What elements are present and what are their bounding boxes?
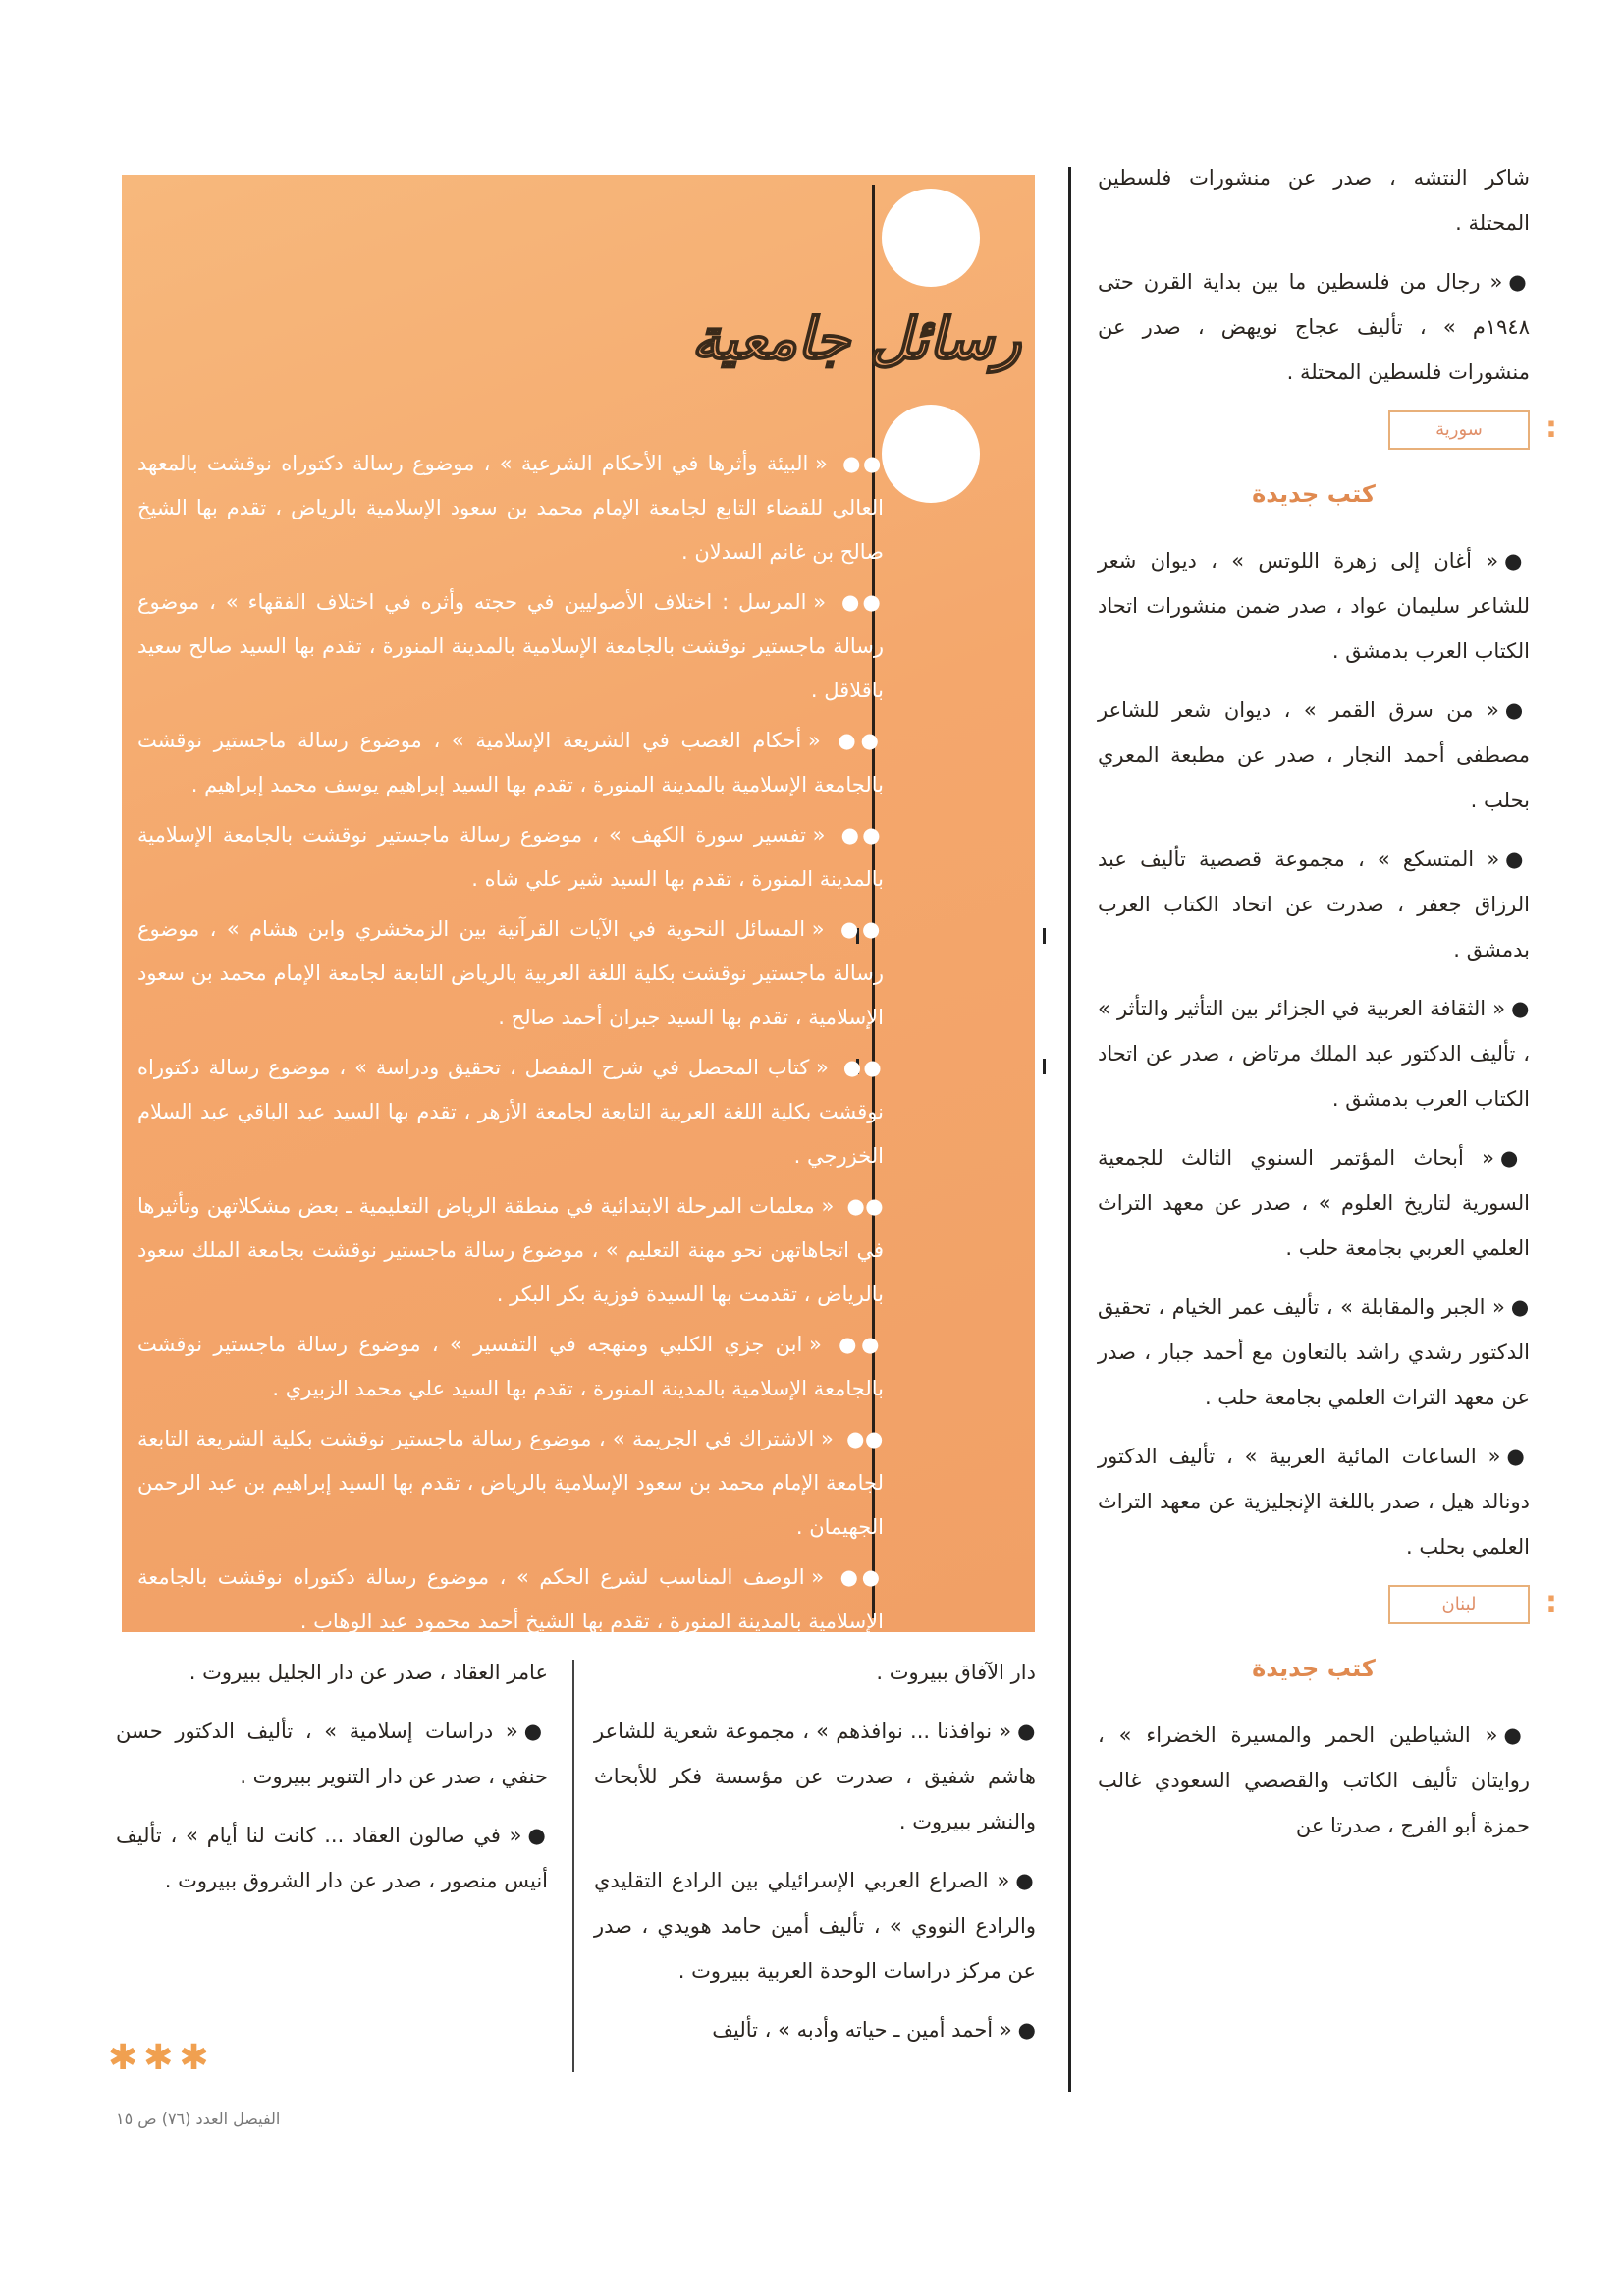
country-label-lebanon: : لبنان: [1388, 1585, 1530, 1624]
bullet-icon: ●●: [846, 1427, 884, 1450]
list-item: ●« الشياطين الحمر والمسيرة الخضراء » ، روايتان تأليف الكاتب والقصصي السعودي غالب حمزة أبو الفرج ، صدرتا عن: [1098, 1723, 1530, 1837]
bullet-icon: ●●: [838, 729, 884, 752]
list-item: ●« الصراع العربي الإسرائيلي بين الرادع التقليدي والرادع النووي » ، تأليف أمين حامد هويدي ، صدر عن مركز دراسات الوحدة العربية ببيروت .: [594, 1869, 1036, 1983]
bullet-icon: ●: [1510, 1295, 1531, 1319]
bullet-icon: ●: [527, 1824, 548, 1847]
bullet-icon: ●: [523, 1720, 548, 1743]
tick-mark: [1043, 928, 1046, 944]
thesis-item: ●● « أحكام الغصب في الشريعة الإسلامية » ، موضوع رسالة ماجستير نوقشت بالجامعة الإسلامية بالمدينة المنورة ، تقدم بها السيد إبراهيم يوسف محمد إبراهيم .: [137, 729, 884, 796]
bullet-icon: ●●: [839, 1333, 884, 1356]
panel-title: رسائل جامعية: [691, 305, 1021, 372]
bullet-icon: ●: [1511, 997, 1530, 1020]
bullet-icon: ●: [1508, 270, 1530, 294]
thesis-item: ●● « معلمات المرحلة الابتدائية في منطقة الرياض التعليمية ـ بعض مشكلاتهن وتأثيرها في اتجاهاتهن نحو مهنة التعليم » ، موضوع رسالة ماجستير نوقشت بجامعة الملك سعود بالرياض ، تقدمت بها السيدة فوزية بكر البكر .: [137, 1194, 884, 1306]
list-item: ●« أغان إلى زهرة اللوتس » ، ديوان شعر للشاعر سليمان عواد ، صدر ضمن منشورات اتحاد الكتاب العرب بدمشق .: [1098, 549, 1530, 663]
country-label-syria: : سورية: [1388, 410, 1530, 450]
list-item: دار الآفاق ببيروت .: [876, 1661, 1036, 1684]
panel-text: [137, 442, 884, 1650]
bullet-icon: ●●: [846, 1194, 884, 1218]
bullet-icon: ●: [1504, 549, 1530, 573]
bullet-icon: ●●: [839, 917, 884, 941]
page-footer: الفيصل العدد (٧٦) ص ١٥: [116, 2109, 281, 2128]
thesis-item: ●● « المرسل : اختلاف الأصوليين في حجته وأثره في اختلاف الفقهاء » ، موضوع رسالة ماجستير نوقشت بالجامعة الإسلامية بالمدينة المنورة ، تقدم بها السيد صالح سعيد باقلاقل .: [137, 590, 884, 702]
section-heading: كتب جديدة: [1252, 1655, 1376, 1682]
bullet-icon: ●: [1505, 847, 1530, 871]
list-item: ●« أبحاث المؤتمر السنوي الثالث للجمعية السورية لتاريخ العلوم » ، صدر عن معهد التراث العلمي العربي بجامعة حلب .: [1098, 1146, 1530, 1260]
list-item: شاكر النتشه ، صدر عن منشورات فلسطين المحتلة .: [1098, 166, 1530, 235]
thesis-item: ●● « الاشتراك في الجريمة » ، موضوع رسالة ماجستير نوقشت بكلية الشريعة التابعة لجامعة الإمام محمد بن سعود الإسلامية بالرياض ، تقدم بها السيد إبراهيم بن عبد الرحمن الجهيمان .: [137, 1427, 884, 1539]
thesis-item: ●● « تفسير سورة الكهف » ، موضوع رسالة ماجستير نوقشت بالجامعة الإسلامية بالمدينة المنورة ، تقدم بها السيد شير علي شاه .: [137, 823, 884, 891]
bullet-icon: ●●: [840, 590, 884, 614]
thesis-item: ●● « البيئة وأثرها في الأحكام الشرعية » ، موضوع رسالة دكتوراه نوقشت بالمعهد العالي للقضاء التابع لجامعة الإمام محمد بن سعود الإسلامية بالرياض ، تقدم بها الشيخ صالح بن غانم السدلان .: [137, 452, 884, 564]
bullet-icon: ●: [1500, 1146, 1530, 1170]
list-item: ●« دراسات إسلامية » ، تأليف الدكتور حسن حنفي ، صدر عن دار التنوير ببيروت .: [116, 1720, 548, 1788]
colon-mark-icon: :: [1545, 1585, 1557, 1619]
column-divider: [572, 1660, 574, 2072]
list-item: ●« الساعات المائية العربية » ، تأليف الدكتور دونالد هيل ، صدر باللغة الإنجليزية عن معهد التراث العلمي بحلب .: [1098, 1445, 1530, 1558]
list-item: عامر العقاد ، صدر عن دار الجليل ببيروت .: [189, 1661, 548, 1684]
thesis-item: ●● « المسائل النحوية في الآيات القرآنية بين الزمخشري وابن هشام » ، موضوع رسالة ماجستير نوقشت بكلية اللغة العربية بالرياض التابعة لجامعة الإمام محمد بن سعود الإسلامية ، تقدم بها السيد جبران أحمد صالح .: [137, 917, 884, 1029]
list-item: ●« نوافذنا ... نوافذهم » ، مجموعة شعرية للشاعر هاشم شفيق ، صدرت عن مؤسسة فكر للأبحاث والنشر ببيروت .: [594, 1720, 1037, 1833]
ornament-stars-icon: ✱✱✱: [108, 2038, 215, 2078]
bullet-icon: ●: [1017, 2018, 1036, 2042]
colon-mark-icon: :: [1545, 410, 1557, 445]
bullet-icon: ●: [1506, 1445, 1530, 1468]
list-item: ●« الجبر والمقابلة » ، تأليف عمر الخيام ، تحقيق الدكتور رشدي راشد بالتعاون مع أحمد جبار ، صدر عن معهد التراث العلمي بجامعة حلب .: [1098, 1295, 1531, 1409]
bullet-icon: ●: [1015, 1869, 1036, 1892]
bullet-icon: ●: [1017, 1720, 1037, 1743]
decorative-circle: [882, 405, 980, 503]
tick-mark: [1043, 1059, 1046, 1074]
bullet-icon: ●: [1504, 698, 1530, 722]
bullet-icon: ●: [1503, 1723, 1530, 1747]
list-item: ●« في صالون العقاد ... كانت لنا أيام » ، تأليف أنيس منصور ، صدر عن دار الشروق ببيروت .: [116, 1824, 548, 1892]
section-heading: كتب جديدة: [1252, 480, 1376, 508]
thesis-item: ●● « كتاب المحصل في شرح المفصل ، تحقيق ودراسة » ، موضوع رسالة دكتوراه نوقشت بكلية اللغة العربية التابعة لجامعة الأزهر ، تقدم بها السيد عبد الباقي عبد السلام الخزرجي .: [137, 1056, 884, 1168]
list-item: ●« المتسكع » ، مجموعة قصصية تأليف عبد الرزاق جعفر ، صدرت عن اتحاد الكتاب العرب بدمشق .: [1098, 847, 1530, 961]
thesis-item: ●● « ابن جزي الكلبي ومنهجه في التفسير » ، موضوع رسالة ماجستير نوقشت بالجامعة الإسلامية بالمدينة المنورة ، تقدم بها السيد علي محمد الزبيري .: [137, 1333, 884, 1400]
list-item: ●« رجال من فلسطين ما بين بداية القرن حتى ١٩٤٨م » ، تأليف عجاج نويهض ، صدر عن منشورات فلسطين المحتلة .: [1098, 270, 1530, 384]
list-item: ●« أحمد أمين ـ حياته وأدبه » ، تأليف: [712, 2018, 1036, 2042]
thesis-item: ●● « الوصف المناسب لشرع الحكم » ، موضوع رسالة دكتوراه نوقشت بالجامعة الإسلامية بالمدينة المنورة ، تقدم بها الشيخ أحمد محمود عبد الوهاب .: [137, 1565, 884, 1633]
middle-column: [594, 1650, 1036, 2066]
list-item: ●« الثقافة العربية في الجزائر بين التأثير والتأثر » ، تأليف الدكتور عبد الملك مرتاض ، صدر عن اتحاد الكتاب العرب بدمشق .: [1098, 997, 1530, 1111]
bullet-icon: ●●: [842, 1056, 884, 1079]
column-divider: [1068, 167, 1071, 2092]
bullet-icon: ●●: [839, 1565, 884, 1589]
decorative-circle: [882, 189, 980, 287]
bullet-icon: ●●: [840, 823, 884, 847]
list-item: ●« من سرق القمر » ، ديوان شعر للشاعر مصطفى أحمد النجار ، صدر عن مطبعة المعري بحلب .: [1098, 698, 1530, 812]
left-column: [116, 1650, 548, 1917]
right-column: [1098, 155, 1557, 1862]
bullet-icon: ●●: [842, 452, 884, 475]
